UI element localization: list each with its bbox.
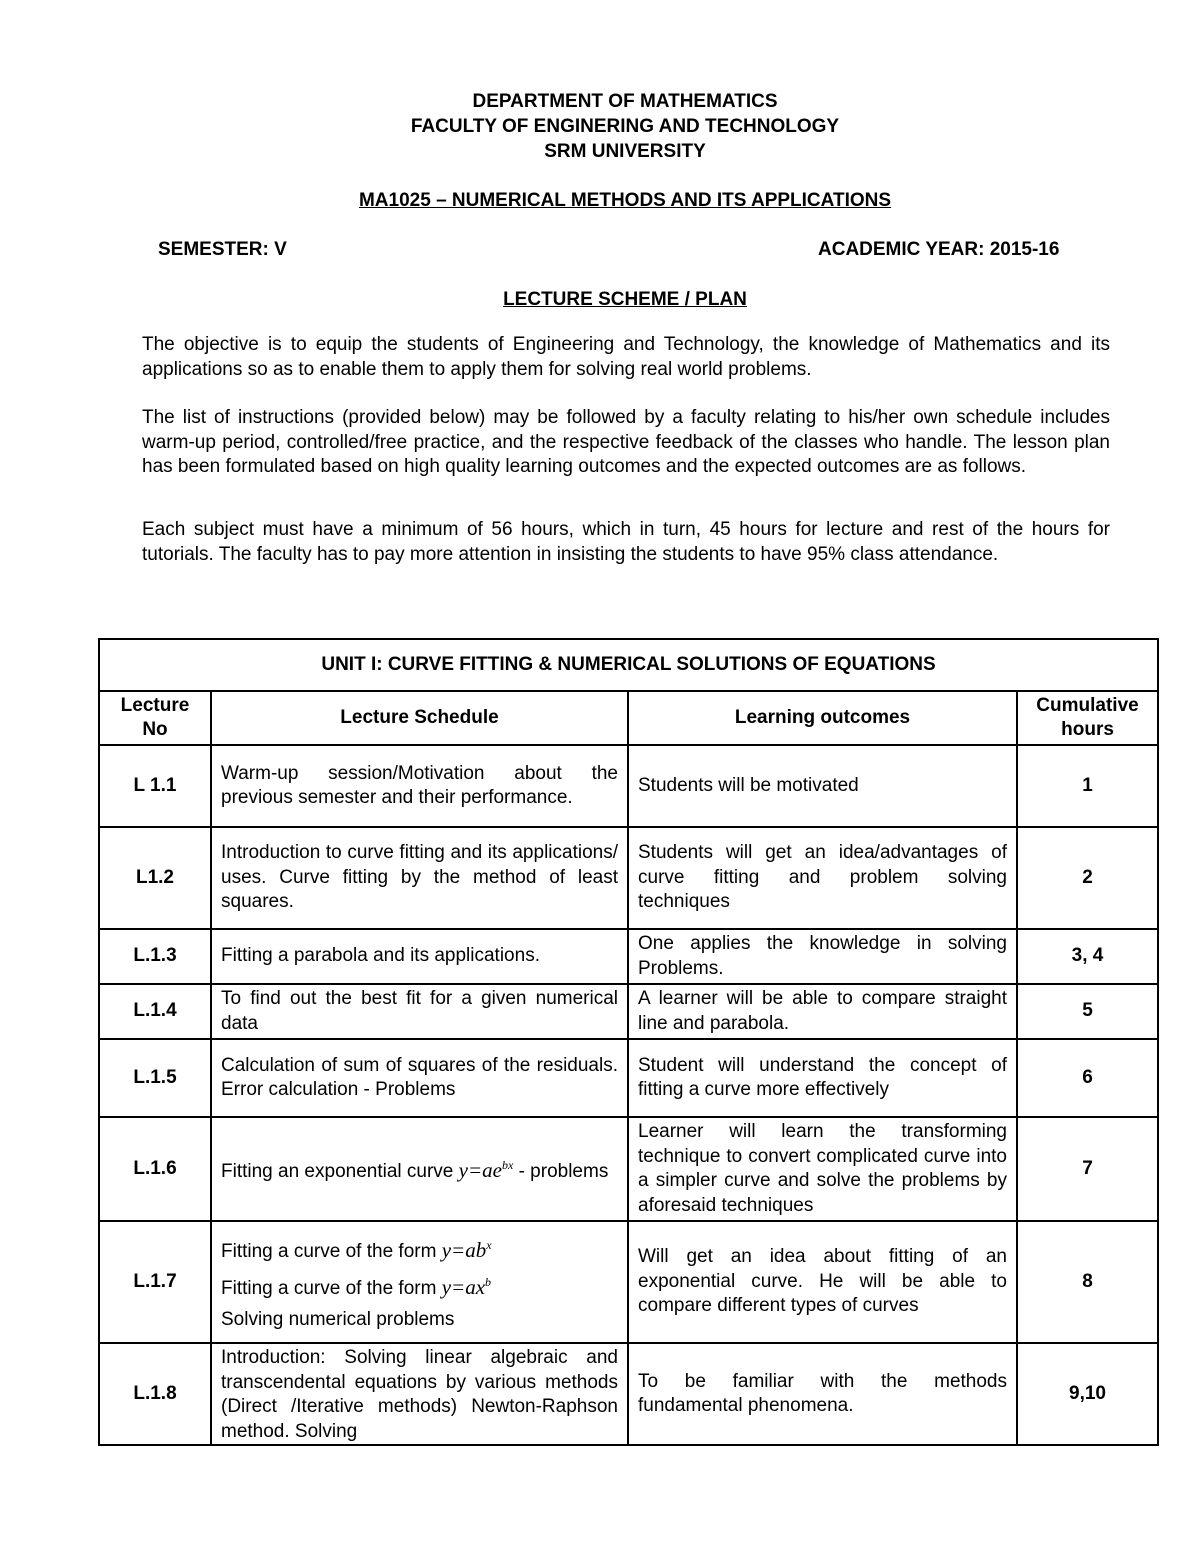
formula-exponent: b <box>485 1274 492 1289</box>
formula-base: y=ae <box>458 1158 502 1183</box>
table-row <box>99 1117 1158 1221</box>
power-formula <box>442 1275 491 1299</box>
col-learning-outcomes: Learning outcomes <box>628 691 1017 745</box>
semester-label: SEMESTER: V <box>158 239 287 260</box>
table-row <box>99 984 1158 1039</box>
cumulative-hours: 6 <box>1017 1039 1158 1117</box>
col-lecture-schedule: Lecture Schedule <box>211 691 628 745</box>
cumulative-hours: 9,10 <box>1017 1343 1158 1445</box>
cumulative-hours: 3, 4 <box>1017 929 1158 984</box>
plan-title: LECTURE SCHEME / PLAN <box>503 289 747 310</box>
table-row <box>99 1343 1158 1445</box>
lecture-no: L.1.6 <box>99 1117 211 1221</box>
schedule-line <box>221 1230 618 1267</box>
academic-year-label: ACADEMIC YEAR: 2015-16 <box>818 239 1060 260</box>
lecture-schedule <box>211 1343 628 1445</box>
lecture-schedule: Warm-up session/Motivation about the previous semester and their performance. <box>211 745 628 827</box>
university-heading: SRM UNIVERSITY <box>544 141 706 162</box>
power-formula <box>442 1238 492 1262</box>
lecture-schedule: To find out the best fit for a given numerical data <box>211 984 628 1039</box>
learning-outcome: A learner will be able to compare straight line and parabola. <box>628 984 1017 1039</box>
hours-paragraph: Each subject must have a minimum of 56 hours, which in turn, 45 hours for lecture and rest of the hours for tutorials. The faculty has to pay more attention in insisting the students to have 95% class attendance. <box>142 519 1110 565</box>
schedule-text: Fitting a curve of the form <box>221 1240 437 1262</box>
cumulative-hours: 8 <box>1017 1221 1158 1343</box>
cumulative-hours: 5 <box>1017 984 1158 1039</box>
formula-exponent: bx <box>501 1158 514 1173</box>
faculty-heading: FACULTY OF ENGINERING AND TECHNOLOGY <box>410 116 840 137</box>
lecture-plan-table <box>98 638 1159 1446</box>
lecture-no: L.1.3 <box>99 929 211 984</box>
objective-paragraph: The objective is to equip the students of Engineering and Technology, the knowledge of Mathematics and its applications so as to enable them to apply them for solving real world problems. <box>142 334 1110 380</box>
lecture-schedule <box>211 1117 628 1221</box>
learning-outcome: Will get an idea about fitting of an exponential curve. He will be able to compare different types of curves <box>628 1221 1017 1343</box>
cumulative-hours: 7 <box>1017 1117 1158 1221</box>
learning-outcome: One applies the knowledge in solving Problems. <box>628 929 1017 984</box>
lecture-schedule: Fitting a parabola and its applications. <box>211 929 628 984</box>
lecture-no: L1.2 <box>99 827 211 929</box>
learning-outcome: Student will understand the concept of fitting a curve more effectively <box>628 1039 1017 1117</box>
cumulative-hours: 1 <box>1017 745 1158 827</box>
lecture-no: L.1.4 <box>99 984 211 1039</box>
formula-exponent: x <box>486 1237 492 1252</box>
table-row <box>99 1221 1158 1343</box>
table-row <box>99 827 1158 929</box>
formula-base: y=ax <box>441 1274 486 1299</box>
unit-title: UNIT I: CURVE FITTING & NUMERICAL SOLUTIONS OF EQUATIONS <box>99 639 1158 691</box>
formula-base: y=ab <box>441 1237 487 1262</box>
department-heading: DEPARTMENT OF MATHEMATICS <box>472 91 778 112</box>
unit-title-row <box>99 639 1158 691</box>
lecture-no: L.1.5 <box>99 1039 211 1117</box>
schedule-line: Solving numerical problems <box>221 1308 455 1330</box>
schedule-text: Introduction: Solving linear algebraic and transcendental equations by various methods (Direct /Iterative methods) Newton-Raphson method. Solving <box>221 1347 618 1442</box>
learning-outcome: Students will get an idea/advantages of curve fitting and problem solving techniques <box>628 827 1017 929</box>
course-title: MA1025 – NUMERICAL METHODS AND ITS APPLICATIONS <box>358 190 892 211</box>
table-row <box>99 929 1158 984</box>
learning-outcome: Learner will learn the transforming technique to convert complicated curve into a simpler curve and solve the problems by aforesaid techniques <box>628 1117 1017 1221</box>
lecture-schedule: Introduction to curve fitting and its applications/ uses. Curve fitting by the method of least squares. <box>211 827 628 929</box>
col-lecture-no: Lecture No <box>99 691 211 745</box>
lecture-schedule <box>211 1221 628 1343</box>
schedule-text: Fitting an exponential curve <box>221 1161 454 1183</box>
schedule-text: Fitting a curve of the form <box>221 1277 437 1299</box>
instructions-paragraph: The list of instructions (provided below) may be followed by a faculty relating to his/her own schedule includes warm-up period, controlled/free practice, and the respective feedback of the classes who handle. The lesson plan has been formulated based on high quality learning outcomes and the expected outcomes are as follows. <box>142 407 1110 477</box>
lecture-no: L.1.7 <box>99 1221 211 1343</box>
col-cumulative-hours: Cumulative hours <box>1017 691 1158 745</box>
exponential-formula <box>459 1158 514 1182</box>
schedule-text: - problems <box>513 1161 609 1183</box>
learning-outcome: Students will be motivated <box>628 745 1017 827</box>
column-header-row <box>99 691 1158 745</box>
cumulative-hours: 2 <box>1017 827 1158 929</box>
table-row <box>99 1039 1158 1117</box>
lecture-schedule: Calculation of sum of squares of the residuals. Error calculation - Problems <box>211 1039 628 1117</box>
table-row <box>99 745 1158 827</box>
lecture-no: L.1.8 <box>99 1343 211 1445</box>
lecture-no: L 1.1 <box>99 745 211 827</box>
schedule-line <box>221 1267 618 1304</box>
learning-outcome: To be familiar with the methods fundamental phenomena. <box>628 1343 1017 1445</box>
